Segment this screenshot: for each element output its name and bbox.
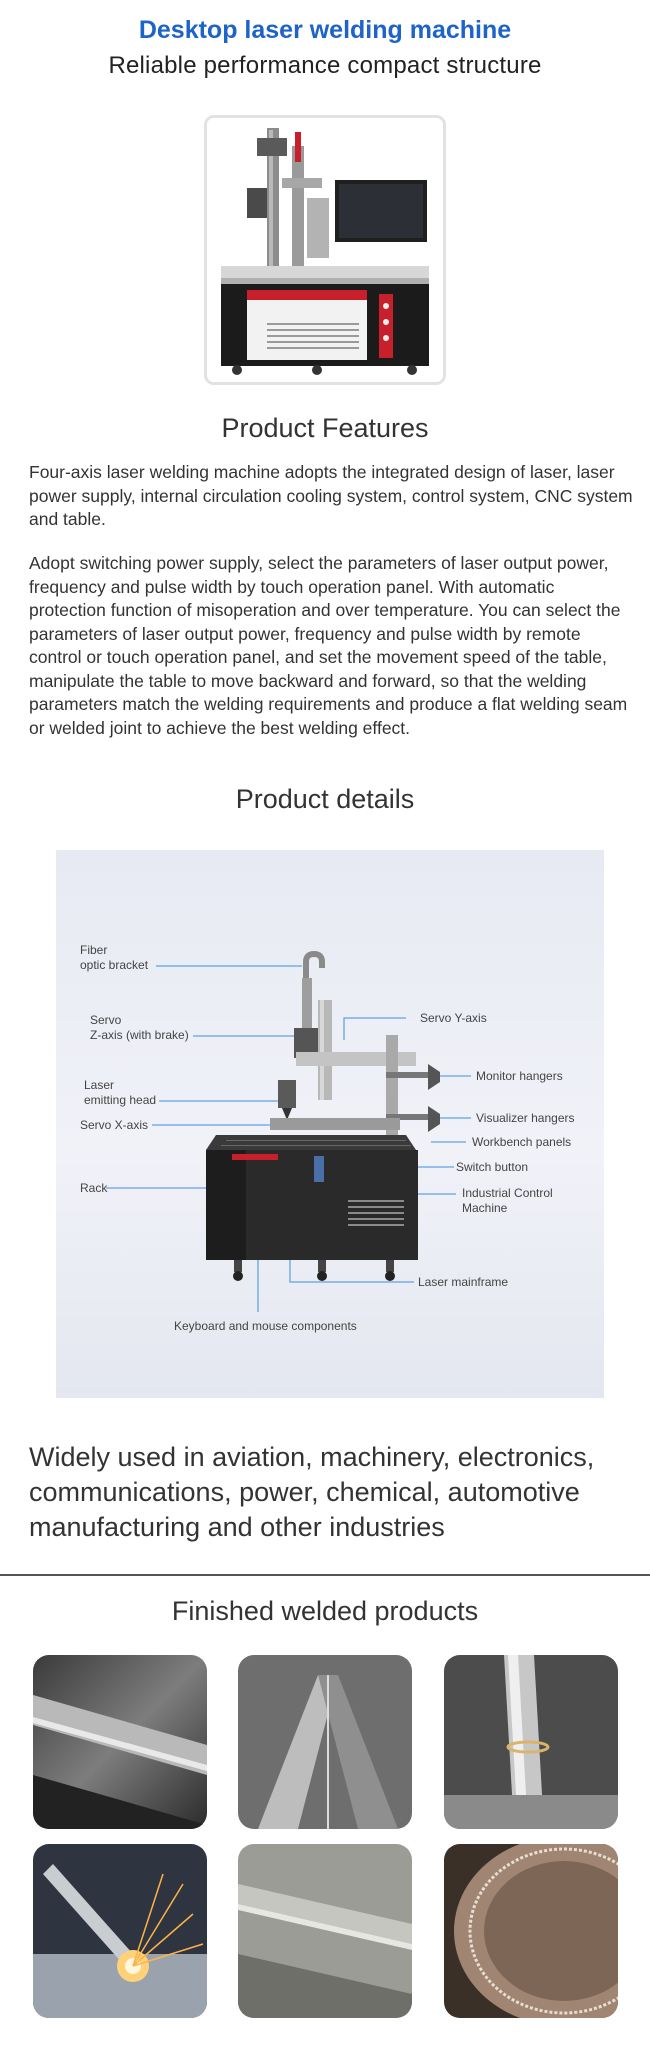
product-photo-tube-joint — [444, 1655, 618, 1829]
usage-statement: Widely used in aviation, machinery, electronics, communications, power, chemical, automotive manufacturing and other industries — [29, 1442, 595, 1542]
products-heading: Finished welded products — [171, 1596, 479, 1626]
product-photo-welding-sparks — [33, 1844, 207, 2018]
label-workbench-panels: Workbench panels — [472, 1135, 572, 1149]
label-fiber-bracket-2: optic bracket — [80, 958, 149, 972]
label-servo-z-1: Servo — [90, 1013, 122, 1027]
hero-machine-image — [204, 115, 446, 385]
label-visualizer-hangers: Visualizer hangers — [476, 1111, 575, 1125]
product-photo-round-can — [444, 1844, 618, 2018]
label-laser-head-2: emitting head — [84, 1093, 157, 1107]
label-industrial-control-2: Machine — [462, 1201, 508, 1215]
product-photo-weld-seam — [33, 1655, 207, 1829]
page-title: Desktop laser welding machine — [138, 16, 512, 44]
product-photo-angle-steel — [238, 1655, 412, 1829]
details-heading: Product details — [235, 784, 415, 814]
label-servo-z-2: Z-axis (with brake) — [90, 1028, 189, 1042]
features-paragraph-2: Adopt switching power supply, select the parameters of laser output power, frequency and pulse width by touch operation panel. With automatic protection function of misoperation and over temperature. You can select the parameters of laser output power, frequency and pulse width by remote control or touch operation panel, and set the movement speed of the table, manipulate the table to move backward and forward, so that the welding parameters match the welding requirements and produce a flat welding seam or welded joint to achieve the best welding effect. — [29, 553, 628, 738]
product-details-diagram — [56, 850, 604, 1398]
product-photo-steel-channel — [238, 1844, 412, 2018]
section-divider — [0, 1574, 650, 1576]
label-fiber-bracket-1: Fiber — [80, 943, 108, 957]
label-rack: Rack — [80, 1181, 108, 1195]
label-servo-x: Servo X-axis — [80, 1118, 149, 1132]
label-servo-y: Servo Y-axis — [420, 1011, 487, 1025]
label-keyboard-mouse: Keyboard and mouse components — [174, 1319, 357, 1333]
label-monitor-hangers: Monitor hangers — [476, 1069, 563, 1083]
label-laser-head-1: Laser — [84, 1078, 115, 1092]
features-heading: Product Features — [221, 413, 429, 443]
label-switch-button: Switch button — [456, 1160, 529, 1174]
label-industrial-control-1: Industrial Control — [462, 1186, 553, 1200]
page-subtitle: Reliable performance compact structure — [108, 52, 542, 79]
label-laser-mainframe: Laser mainframe — [418, 1275, 509, 1289]
features-paragraph-1: Four-axis laser welding machine adopts the integrated design of laser, laser power supply, internal circulation cooling system, control system, CNC system and table. — [29, 462, 633, 529]
